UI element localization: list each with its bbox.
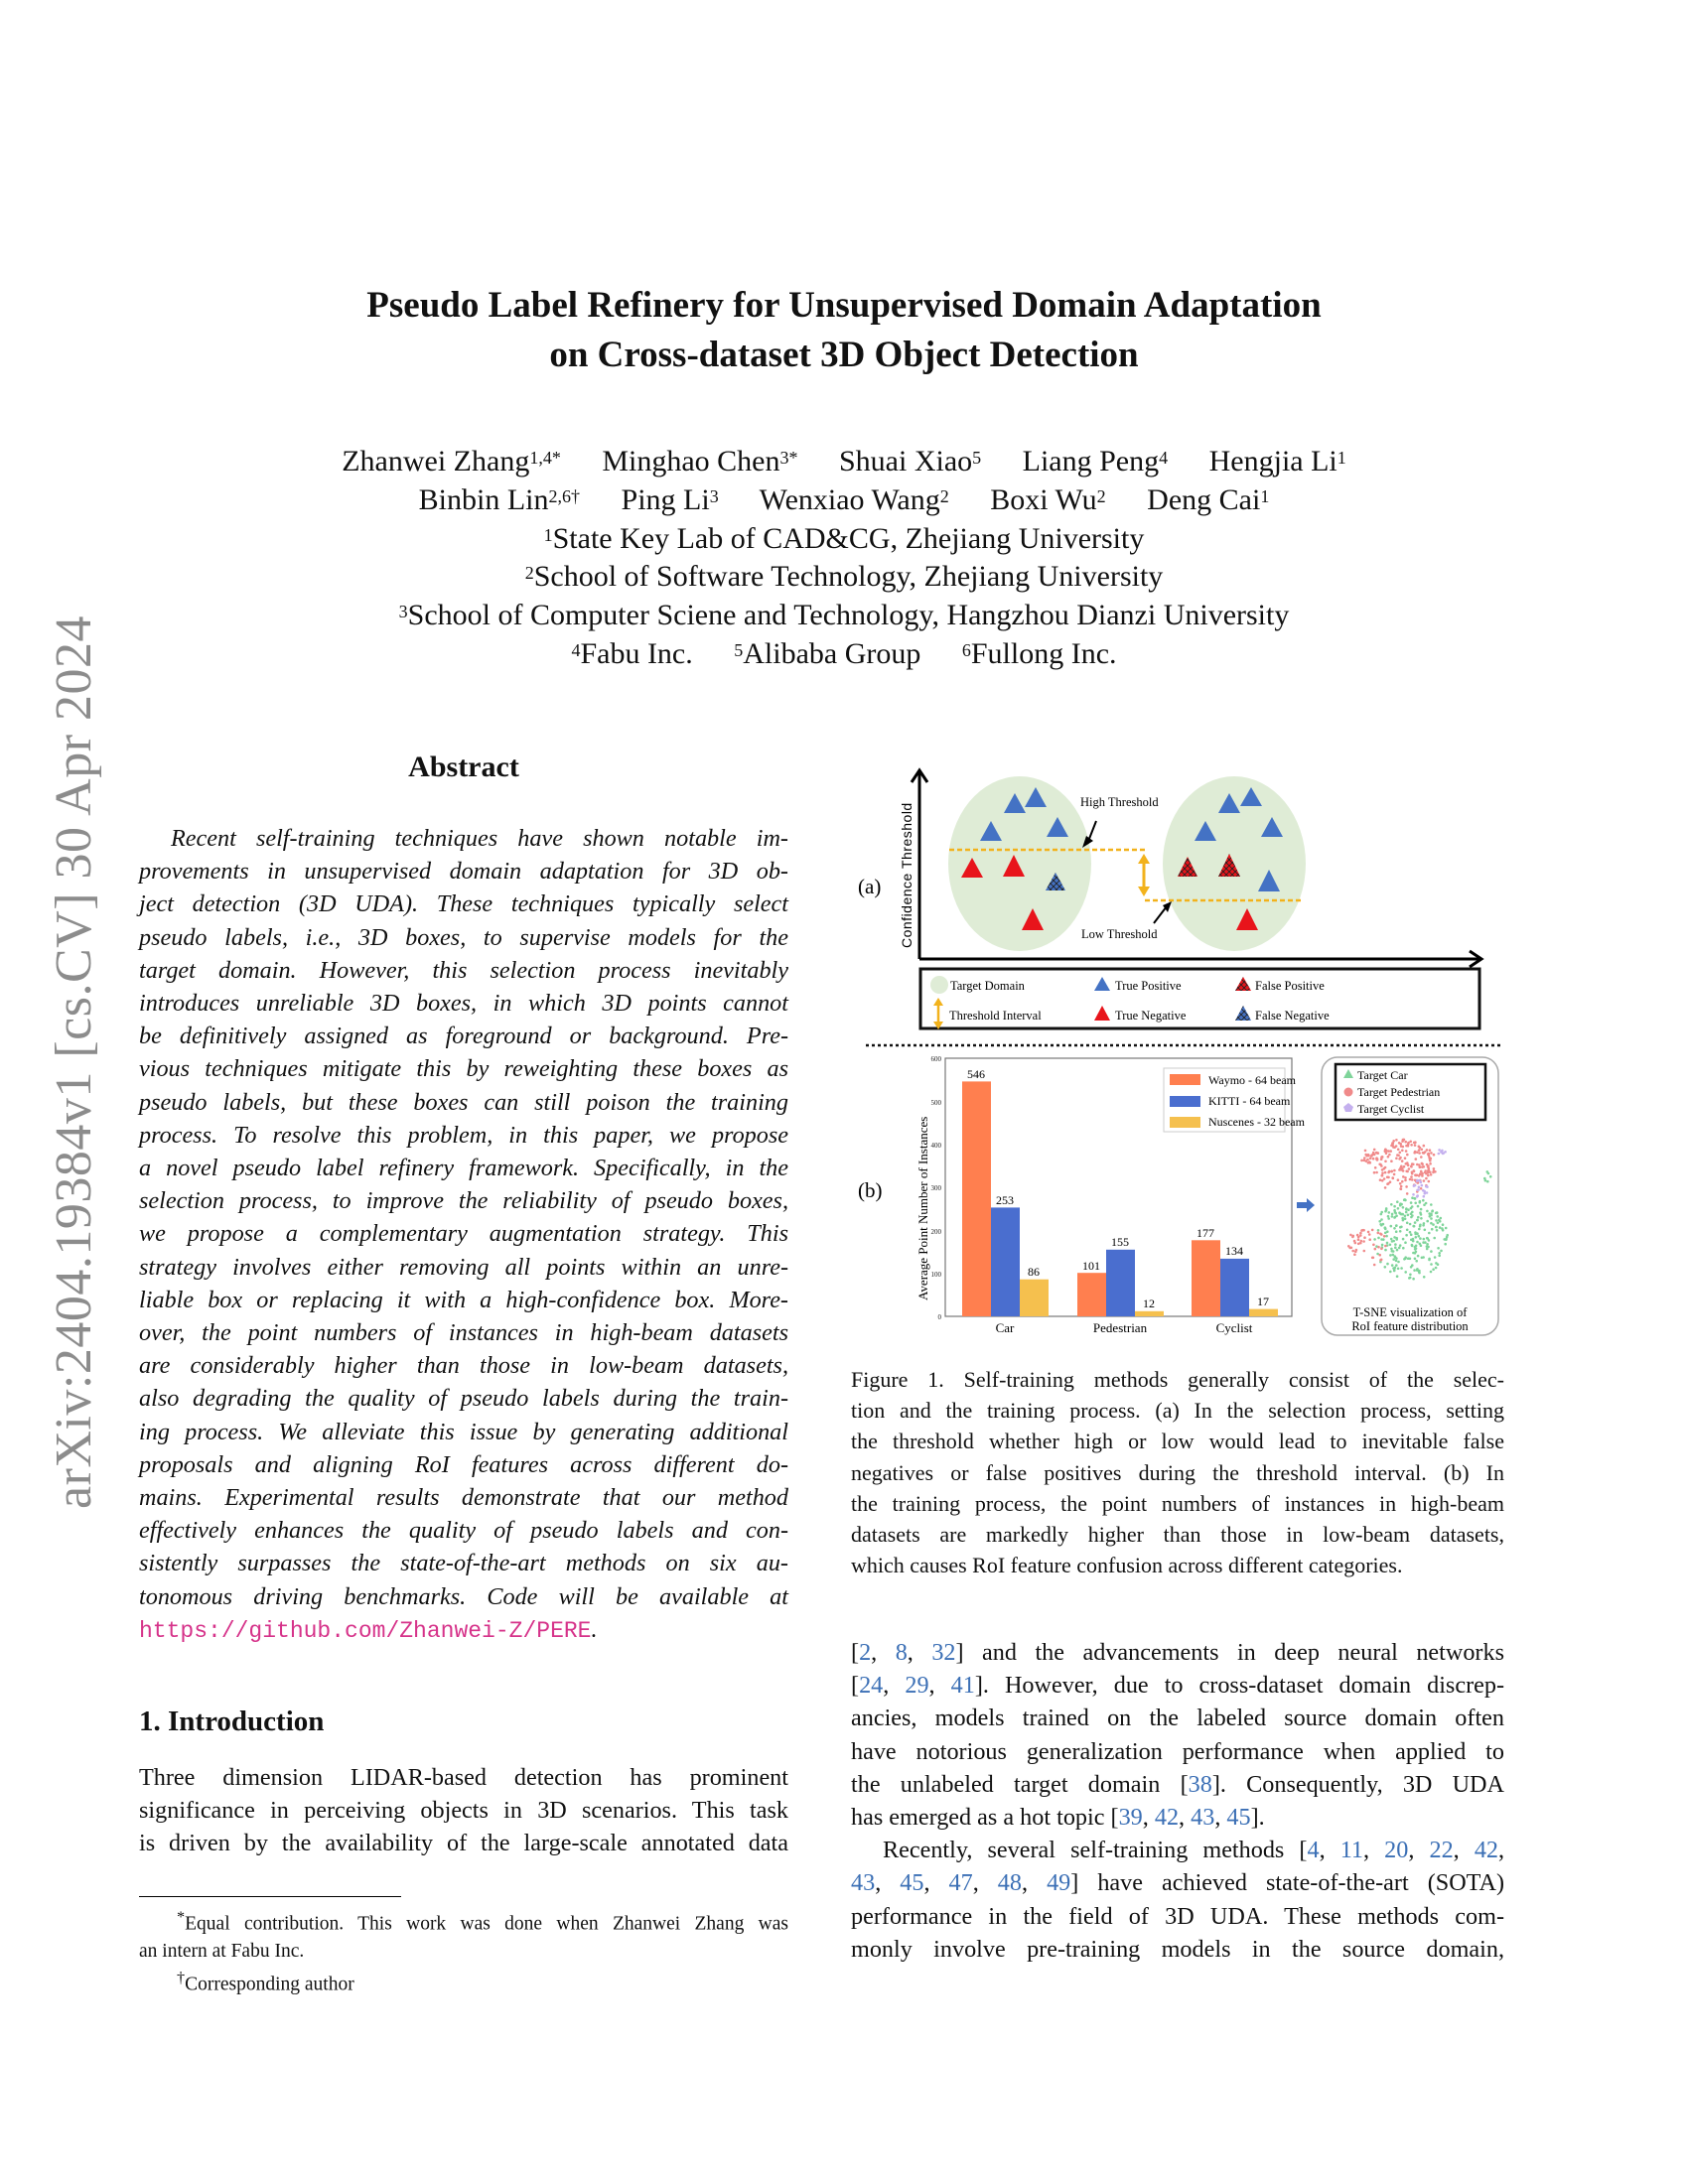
y-axis-label-a: Confidence Threshold: [899, 802, 914, 948]
abstract-line: provements in unsupervised domain adaptation for 3D ob-: [139, 858, 788, 886]
author: Deng Cai$^1$: [1147, 482, 1270, 516]
abstract-line: liable box or replacing it with a high-confidence box. More-: [139, 1286, 788, 1313]
panel-b-label: (b): [858, 1178, 883, 1202]
svg-text:Car: Car: [995, 1320, 1015, 1335]
citation-link[interactable]: 4: [1307, 1837, 1320, 1864]
author: Boxi Wu$^2$: [990, 482, 1106, 516]
affiliation: $^2$School of Software Technology, Zhejiang University: [524, 560, 1164, 594]
citation-link[interactable]: 41: [950, 1672, 975, 1700]
affiliation: $^4$Fabu Inc.: [571, 636, 693, 670]
affiliation-line-4: [0, 635, 1688, 674]
y-axis-label-b: Average Point Number of Instances: [915, 1116, 930, 1300]
citation-link[interactable]: 11: [1339, 1837, 1364, 1864]
author: Ping Li$^3$: [621, 482, 719, 516]
citation-link[interactable]: 42: [1154, 1804, 1180, 1832]
caption-line: Figure 1. Self-training methods generally consist of the selec-: [851, 1367, 1504, 1392]
legend-waymo: Waymo - 64 beam: [1208, 1073, 1297, 1087]
footnote-equal: *Equal contribution. This work was done when Zhanwei Zhang was: [177, 1908, 788, 1935]
footnote-corresponding: †Corresponding author: [177, 1968, 354, 1994]
legend-kitti: KITTI - 64 beam: [1208, 1094, 1291, 1108]
text-line: 43, 45, 47, 48, 49] have achieved state-of-the-art (SOTA): [851, 1869, 1505, 1897]
intro-paragraph-continued: [851, 1636, 1504, 1834]
svg-text:0: 0: [937, 1313, 941, 1321]
intro-line: significance in perceiving objects in 3D scenarios. This task: [139, 1797, 788, 1825]
citation-link[interactable]: 45: [1226, 1804, 1251, 1832]
legend-nuscenes: Nuscenes - 32 beam: [1208, 1115, 1305, 1129]
x-tick-labels: [996, 1320, 1253, 1335]
text-line: the unlabeled target domain [38]. Consequently, 3D UDA: [851, 1770, 1504, 1798]
abstract-line: a novel pseudo label refinery framework. Specifically, in the: [139, 1155, 788, 1182]
affiliation: $^1$State Key Lab of CAD&CG, Zhejiang University: [543, 521, 1145, 555]
footnotes: [139, 1904, 788, 1997]
abstract-line: be definitively assigned as foreground or background. Pre-: [139, 1023, 788, 1050]
affiliation: $^6$Fullong Inc.: [961, 636, 1117, 670]
svg-text:Pedestrian: Pedestrian: [1092, 1320, 1148, 1335]
caption-line: the training process, the point numbers of instances in high-beam: [851, 1490, 1504, 1516]
abstract-line: target domain. However, this selection process inevitably: [139, 956, 788, 984]
title-line-1: Pseudo Label Refinery for Unsupervised Domain Adaptation: [366, 285, 1322, 326]
caption-line: tion and the training process. (a) In the selection process, setting: [851, 1398, 1504, 1424]
abstract-line: over, the point numbers of instances in high-beam datasets: [139, 1319, 788, 1347]
citation-link[interactable]: 20: [1384, 1837, 1409, 1864]
affiliation: $^5$Alibaba Group: [734, 636, 921, 670]
citation-link[interactable]: 42: [1474, 1837, 1498, 1864]
author: Binbin Lin$^{2,6\dagger}$: [418, 482, 581, 516]
legend-threshold-interval: Threshold Interval: [949, 1009, 1042, 1023]
caption-line: negatives or false positives during the threshold interval. (b) In: [851, 1459, 1504, 1485]
caption-line: datasets are markedly higher than those in low-beam datasets,: [851, 1522, 1504, 1548]
text-line: [2, 8, 32] and the advancements in deep neural networks: [851, 1639, 1504, 1666]
footnote-equal-cont: an intern at Fabu Inc.: [139, 1940, 305, 1962]
abstract-link-line: https://github.com/Zhanwei-Z/PERE.: [139, 1615, 598, 1644]
author: Zhanwei Zhang$^{1,4*}$: [342, 445, 561, 478]
introduction-body: [139, 1761, 788, 1860]
caption-line: which causes RoI feature confusion across different categories.: [851, 1553, 1403, 1578]
svg-text:101: 101: [1082, 1259, 1100, 1273]
low-threshold-label: Low Threshold: [1081, 927, 1158, 941]
text-line: has emerged as a hot topic [39, 42, 43, 45].: [851, 1804, 1265, 1832]
svg-text:400: 400: [930, 1142, 941, 1150]
intro-paragraph-2: [851, 1834, 1504, 1966]
caption-line: the threshold whether high or low would lead to inevitable false: [851, 1429, 1504, 1454]
figure-1-caption: [851, 1364, 1504, 1580]
panel-a-label: (a): [858, 875, 882, 898]
author: Hengjia Li$^1$: [1208, 445, 1346, 478]
footnote-rule: [139, 1896, 401, 1897]
citation-link[interactable]: 2: [859, 1639, 872, 1666]
title-line-2: on Cross-dataset 3D Object Detection: [549, 335, 1139, 375]
author-line-2: [0, 481, 1688, 520]
tsne-legend-cyclist: Target Cyclist: [1357, 1102, 1425, 1116]
abstract-line: effectively enhances the quality of pseudo labels and con-: [139, 1517, 788, 1545]
svg-text:12: 12: [1143, 1297, 1155, 1310]
legend-target-domain: Target Domain: [950, 979, 1025, 993]
text-line: Recently, several self-training methods [4, 11, 20, 22, 42,: [883, 1837, 1505, 1864]
abstract-line: we propose a complementary augmentation strategy. This: [139, 1220, 788, 1248]
intro-line: is driven by the availability of the large-scale annotated data: [139, 1830, 788, 1857]
svg-text:Cyclist: Cyclist: [1215, 1320, 1253, 1335]
legend-false-negative: False Negative: [1255, 1009, 1330, 1023]
citation-link[interactable]: 48: [997, 1869, 1022, 1897]
author-line-1: [0, 443, 1688, 481]
text-line: have notorious generalization performance when applied to: [851, 1737, 1504, 1765]
citation-link[interactable]: 38: [1188, 1770, 1212, 1798]
abstract-line: sistently surpasses the state-of-the-art methods on six au-: [139, 1550, 788, 1577]
abstract-line: Recent self-training techniques have shown notable im-: [171, 825, 788, 852]
svg-text:546: 546: [967, 1067, 985, 1081]
intro-line: Three dimension LIDAR-based detection has prominent: [139, 1764, 788, 1791]
legend-false-positive: False Positive: [1255, 979, 1325, 993]
abstract-heading: Abstract: [408, 751, 519, 783]
citation-link[interactable]: 32: [931, 1639, 956, 1666]
citation-link[interactable]: 22: [1429, 1837, 1454, 1864]
citation-link[interactable]: 29: [905, 1672, 929, 1700]
abstract-line: strategy involves either removing all points within an unre-: [139, 1253, 788, 1281]
text-line: monly involve pre-training models in the source domain,: [851, 1935, 1504, 1963]
svg-text:17: 17: [1257, 1295, 1269, 1308]
legend-true-negative: True Negative: [1115, 1009, 1187, 1023]
text-line: performance in the field of 3D UDA. These methods com-: [851, 1902, 1504, 1930]
author: Minghao Chen$^{3*}$: [602, 445, 798, 478]
abstract-line: are considerably higher than those in low-beam datasets,: [139, 1352, 788, 1380]
citation-link[interactable]: 43: [851, 1869, 876, 1897]
svg-text:100: 100: [930, 1271, 941, 1279]
y-ticks: [931, 1055, 942, 1321]
abstract-body: [139, 822, 788, 1648]
abstract-line: process. To resolve this problem, in this paper, we propose: [139, 1121, 788, 1149]
svg-text:253: 253: [996, 1193, 1014, 1207]
citation-link[interactable]: 39: [1118, 1804, 1143, 1832]
abstract-line: pseudo labels, but these boxes can still poison the training: [139, 1088, 788, 1116]
text-line: [24, 29, 41]. However, due to cross-dataset domain discrep-: [851, 1672, 1505, 1700]
svg-text:155: 155: [1111, 1235, 1129, 1249]
svg-text:300: 300: [930, 1184, 941, 1192]
citation-link[interactable]: 45: [900, 1869, 924, 1897]
svg-text:86: 86: [1028, 1265, 1040, 1279]
author: Wenxiao Wang$^2$: [759, 482, 949, 516]
tsne-caption-2: RoI feature distribution: [1351, 1319, 1469, 1333]
abstract-line: mains. Experimental results demonstrate that our method: [139, 1484, 788, 1512]
affiliation: $^3$School of Computer Sciene and Technology, Hangzhou Dianzi University: [398, 599, 1290, 632]
figure-1: [854, 764, 1509, 1350]
text-line: ancies, models trained on the labeled source domain often: [851, 1705, 1504, 1732]
abstract-line: selection process, to improve the reliability of pseudo boxes,: [139, 1187, 788, 1215]
tsne-legend-pedestrian: Target Pedestrian: [1357, 1085, 1441, 1099]
code-link[interactable]: https://github.com/Zhanwei-Z/PERE: [139, 1617, 592, 1644]
tsne-caption-1: T-SNE visualization of: [1352, 1305, 1468, 1319]
citation-link[interactable]: 24: [859, 1672, 884, 1700]
legend-true-positive: True Positive: [1115, 979, 1182, 993]
citation-link[interactable]: 47: [948, 1869, 973, 1897]
abstract-line: vious techniques mitigate this by reweighting these boxes as: [139, 1055, 788, 1083]
svg-text:177: 177: [1196, 1226, 1214, 1240]
svg-text:500: 500: [930, 1099, 941, 1107]
abstract-line: proposals and aligning RoI features across different do-: [139, 1450, 788, 1478]
author-block: [0, 443, 1688, 674]
abstract-line: also degrading the quality of pseudo labels during the train-: [139, 1385, 788, 1413]
citation-link[interactable]: 49: [1047, 1869, 1071, 1897]
abstract-line: ject detection (3D UDA). These techniques typically select: [139, 890, 788, 918]
citation-link[interactable]: 8: [895, 1639, 908, 1666]
abstract-line: ing process. We alleviate this issue by generating additional: [139, 1418, 788, 1445]
author: Shuai Xiao$^5$: [838, 445, 982, 478]
citation-link[interactable]: 43: [1191, 1804, 1215, 1832]
tsne-legend-car: Target Car: [1357, 1068, 1408, 1082]
abstract-line: pseudo labels, i.e., 3D boxes, to supervise models for the: [139, 923, 788, 951]
svg-text:134: 134: [1225, 1244, 1243, 1258]
introduction-heading: 1. Introduction: [139, 1706, 325, 1737]
figure-1-graphic: [854, 764, 1509, 1350]
abstract-line: tonomous driving benchmarks. Code will be available at: [139, 1582, 788, 1610]
arxiv-stamp: arXiv:2404.19384v1 [cs.CV] 30 Apr 2024: [46, 614, 102, 1510]
author: Liang Peng$^4$: [1022, 445, 1169, 478]
arrow-right-icon: [1297, 1198, 1315, 1212]
abstract-line: introduces unreliable 3D boxes, in which 3D points cannot: [139, 990, 788, 1018]
paper-title: [0, 281, 1688, 380]
high-threshold-label: High Threshold: [1080, 795, 1159, 809]
svg-text:600: 600: [930, 1055, 941, 1063]
right-column-body: [851, 1636, 1504, 1966]
svg-text:200: 200: [930, 1228, 941, 1236]
